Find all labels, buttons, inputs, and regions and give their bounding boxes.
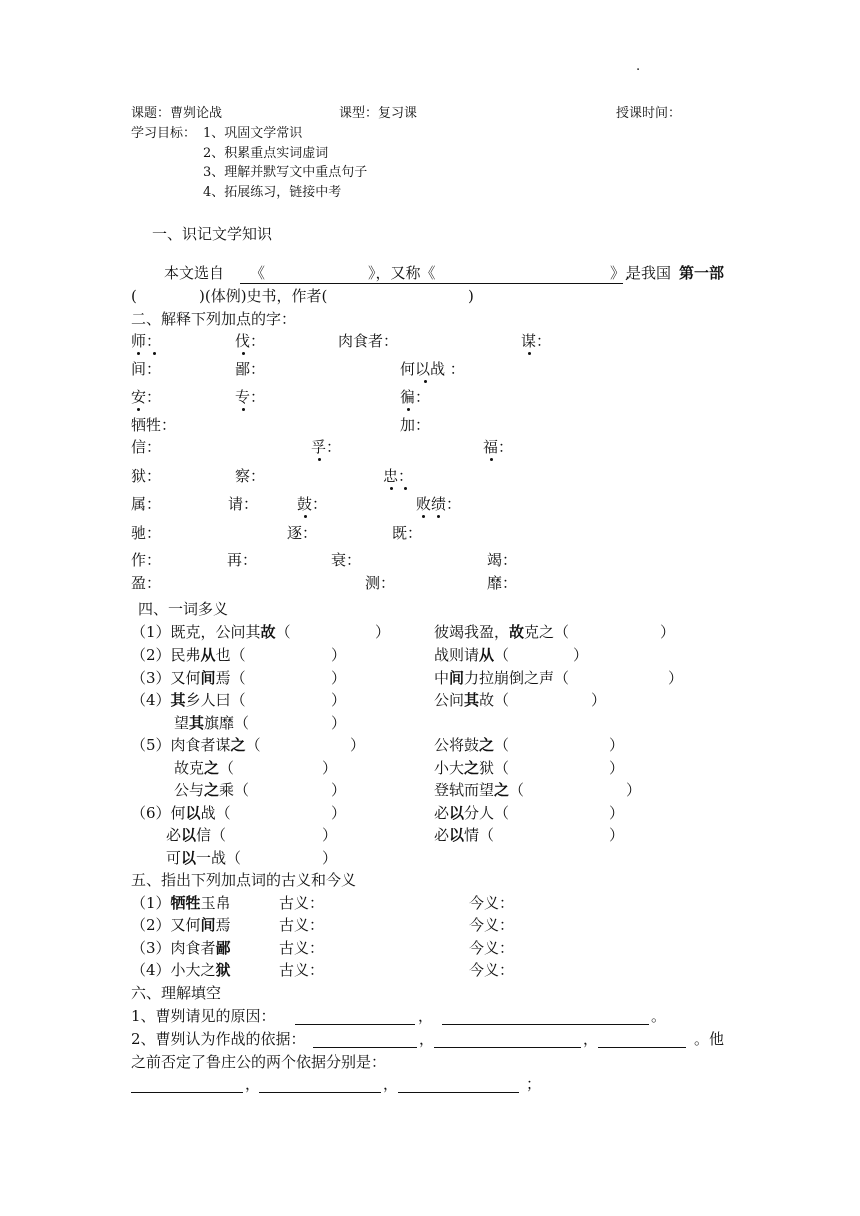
goal-item: 4、拓展练习，链接中考 — [203, 185, 342, 200]
answer-blank-close: ） — [626, 781, 642, 799]
topic: 课题：曹刿论战 — [131, 106, 223, 121]
gloss-item: 衰： — [331, 551, 362, 569]
answer-blank-close: ） — [331, 669, 347, 687]
answer-blank-close: ） — [322, 759, 338, 777]
modern-label: 今义： — [469, 939, 515, 957]
emphasis-dot — [437, 515, 440, 518]
answer-blank-close: ） — [660, 623, 676, 641]
answer-blank-close: ） — [573, 646, 589, 664]
gloss-item: 忠： — [383, 467, 414, 485]
answer-blank-close: ） — [375, 623, 391, 641]
polysemy-item: 可以一战（ — [166, 849, 242, 867]
polysemy-item: （1）既克，公问其故（ — [131, 623, 291, 641]
answer-blank-close: ） — [331, 781, 347, 799]
ancient-label: 古义： — [279, 961, 325, 979]
answer-blank-close: ） — [609, 759, 625, 777]
answer-blank-close: ） — [331, 691, 347, 709]
polysemy-item: （4）其乡人曰（ — [131, 691, 246, 709]
ancient-modern-item: （4）小大之狱 — [131, 961, 231, 979]
answer-blank[interactable] — [434, 1047, 581, 1048]
modern-label: 今义： — [469, 916, 515, 934]
gloss-item: 肉食者： — [338, 332, 399, 350]
emphasis-dot — [490, 458, 493, 461]
polysemy-item: 公与之乘（ — [174, 781, 250, 799]
gloss-item: 作： — [131, 551, 162, 569]
separator: 。 — [651, 1007, 667, 1025]
book-blank[interactable] — [240, 283, 623, 284]
emphasis-dot — [304, 515, 307, 518]
emphasis-dot — [137, 408, 140, 411]
gloss-item: 福： — [483, 438, 514, 456]
answer-blank-close: ） — [668, 669, 684, 687]
section-6-title: 六、理解填空 — [131, 984, 222, 1002]
polysemy-item: 战则请从（ — [434, 646, 510, 664]
gloss-item: 属： — [131, 495, 162, 513]
question-1: 1、曹刿请见的原因： — [131, 1007, 276, 1025]
gloss-item: 谋： — [521, 332, 552, 350]
answer-blank-close: ） — [331, 804, 347, 822]
s1-emph: 第一部 — [679, 264, 725, 282]
gloss-item: 败绩： — [416, 495, 462, 513]
s1-text: 《 — [250, 264, 266, 282]
s1-text: 本文选自 — [164, 264, 225, 282]
ancient-modern-item: （3）肉食者鄙 — [131, 939, 231, 957]
gloss-item: 鄙： — [235, 360, 266, 378]
polysemy-item: 必以信（ — [166, 826, 227, 844]
gloss-item: 信： — [131, 438, 162, 456]
polysemy-item: 故克之（ — [174, 759, 235, 777]
separator: ； — [526, 1075, 542, 1093]
answer-blank[interactable] — [295, 1024, 415, 1025]
s1-text: 是我国 — [626, 264, 672, 282]
polysemy-item: （3）又何间焉（ — [131, 669, 246, 687]
polysemy-item: （2）民弗从也（ — [131, 646, 246, 664]
gloss-item: 伐： — [235, 332, 266, 350]
s1-text: 》，又称《 — [368, 264, 436, 282]
ancient-label: 古义： — [279, 894, 325, 912]
gloss-item: 竭： — [487, 551, 518, 569]
emphasis-dot — [242, 408, 245, 411]
ancient-label: 古义： — [279, 916, 325, 934]
answer-blank-close: ） — [609, 736, 625, 754]
gloss-item: 鼓： — [297, 495, 328, 513]
answer-blank-close: ） — [591, 691, 607, 709]
polysemy-item: 中间力拉崩倒之声（ — [434, 669, 570, 687]
answer-blank[interactable] — [442, 1024, 649, 1025]
gloss-item: 孚： — [311, 438, 342, 456]
gloss-item: 再： — [227, 551, 258, 569]
answer-blank[interactable] — [259, 1092, 381, 1093]
gloss-item: 盈： — [131, 574, 162, 592]
ancient-modern-item: （1）牺牲玉帛 — [131, 894, 231, 912]
polysemy-item: （5）肉食者谋之（ — [131, 736, 261, 754]
polysemy-item: 必以分人（ — [434, 804, 510, 822]
emphasis-dot — [242, 352, 245, 355]
emphasis-dot — [404, 487, 407, 490]
emphasis-dot — [424, 380, 427, 383]
question-2-cont: 之前否定了鲁庄公的两个依据分别是： — [131, 1053, 387, 1071]
question-2: 2、曹刿认为作战的依据： — [131, 1030, 306, 1048]
modern-label: 今义： — [469, 894, 515, 912]
polysemy-item: 必以情（ — [434, 826, 495, 844]
answer-blank[interactable] — [131, 1092, 243, 1093]
polysemy-item: 公问其故（ — [434, 691, 510, 709]
answer-blank-close: ） — [350, 736, 366, 754]
s1-text: ) — [468, 287, 474, 305]
gloss-item: 驰： — [131, 524, 162, 542]
s1-text: )(体例)史书，作者( — [199, 287, 328, 305]
answer-blank-close: ） — [322, 826, 338, 844]
answer-blank-close: ） — [331, 714, 347, 732]
separator: ， — [583, 1030, 599, 1048]
goal-item: 3、理解并默写文中重点句子 — [203, 165, 368, 180]
gloss-item: 间： — [131, 360, 162, 378]
answer-blank[interactable] — [313, 1047, 417, 1048]
separator: 。他 — [694, 1030, 725, 1048]
s1-text: 》, — [610, 264, 630, 282]
gloss-item: 牺牲： — [131, 416, 177, 434]
separator: ， — [419, 1030, 435, 1048]
section-4-title: 四、一词多义 — [138, 600, 229, 618]
gloss-item: 请： — [228, 495, 259, 513]
ancient-label: 古义： — [279, 939, 325, 957]
answer-blank[interactable] — [398, 1092, 519, 1093]
s1-text: ( — [131, 287, 137, 305]
gloss-item: 察： — [235, 467, 266, 485]
modern-label: 今义： — [469, 961, 515, 979]
gloss-item: 何以战 ： — [400, 360, 465, 378]
gloss-item: 既： — [392, 524, 423, 542]
polysemy-item: 公将鼓之（ — [434, 736, 510, 754]
corner-mark: . — [636, 59, 641, 74]
answer-blank-close: ） — [609, 826, 625, 844]
polysemy-item: 望其旗靡（ — [174, 714, 250, 732]
answer-blank-close: ） — [322, 849, 338, 867]
emphasis-dot — [153, 352, 156, 355]
answer-blank-close: ） — [331, 646, 347, 664]
emphasis-dot — [390, 487, 393, 490]
class-time: 授课时间： — [616, 106, 682, 121]
gloss-item: 师： — [131, 332, 162, 350]
gloss-item: 测： — [365, 574, 396, 592]
gloss-item: 徧： — [400, 388, 431, 406]
polysemy-item: 登轼而望之（ — [434, 781, 525, 799]
gloss-item: 安： — [131, 388, 162, 406]
goals-label: 学习目标： — [131, 126, 197, 141]
answer-blank[interactable] — [598, 1047, 686, 1048]
emphasis-dot — [137, 352, 140, 355]
polysemy-item: 小大之狱（ — [434, 759, 510, 777]
goal-item: 2、积累重点实词虚词 — [203, 146, 329, 161]
ancient-modern-item: （2）又何间焉 — [131, 916, 231, 934]
section-1-title: 一、识记文学知识 — [152, 225, 273, 243]
answer-blank-close: ） — [609, 804, 625, 822]
course-type: 课型：复习课 — [339, 106, 418, 121]
emphasis-dot — [318, 458, 321, 461]
gloss-item: 逐： — [287, 524, 318, 542]
section-5-title: 五、指出下列加点词的古义和今义 — [131, 871, 357, 889]
emphasis-dot — [407, 408, 410, 411]
goal-item: 1、巩固文学常识 — [203, 126, 303, 141]
separator: ， — [245, 1075, 261, 1093]
section-2-title: 二、解释下列加点的字： — [131, 310, 297, 328]
emphasis-dot — [528, 352, 531, 355]
polysemy-item: 彼竭我盈，故克之（ — [434, 623, 570, 641]
gloss-item: 狱： — [131, 467, 162, 485]
separator: ， — [383, 1075, 399, 1093]
gloss-item: 靡： — [487, 574, 518, 592]
emphasis-dot — [422, 515, 425, 518]
gloss-item: 加： — [400, 416, 431, 434]
gloss-item: 专： — [235, 388, 266, 406]
separator: ， — [418, 1007, 434, 1025]
polysemy-item: （6）何以战（ — [131, 804, 231, 822]
